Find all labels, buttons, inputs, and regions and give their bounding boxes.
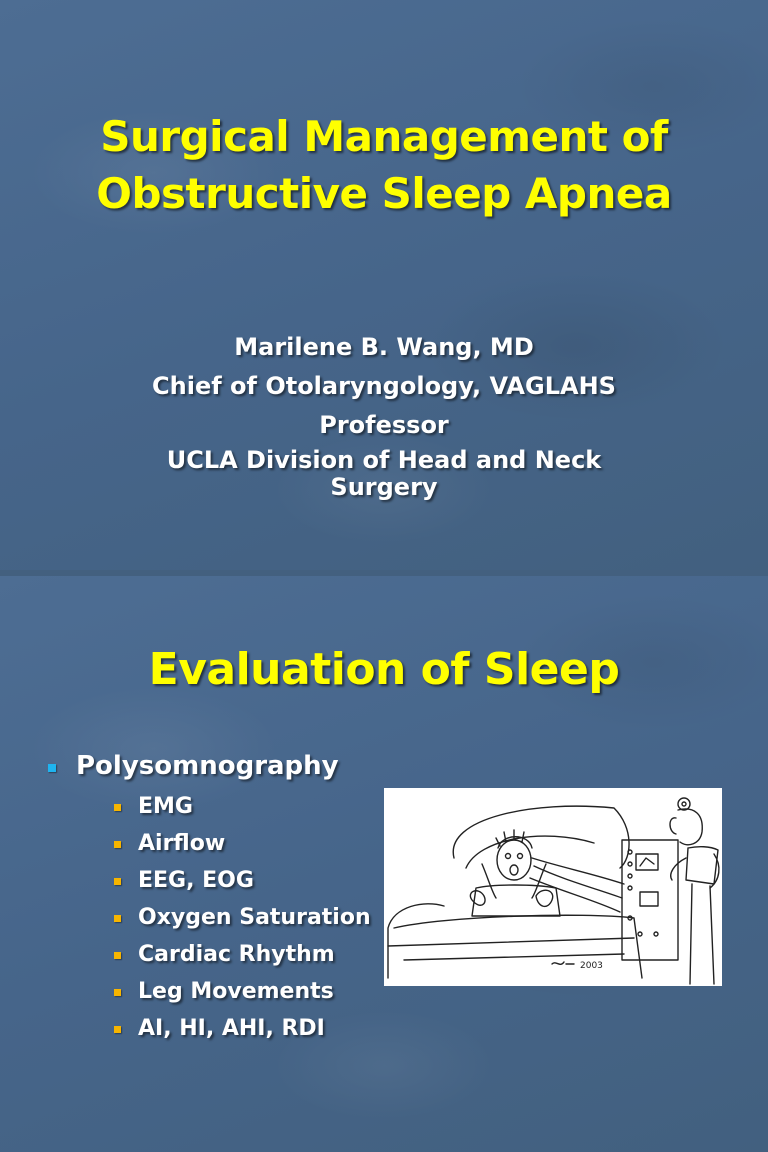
- bullet-label: Polysomnography: [76, 751, 339, 781]
- sub-bullet-square-icon: [114, 841, 121, 848]
- title-line-2: Obstructive Sleep Apnea: [96, 169, 672, 218]
- sub-bullet-item: [76, 862, 371, 899]
- sub-bullet-item: [76, 825, 371, 862]
- bullet-item: [46, 748, 371, 1047]
- slide-1-subtitle: [0, 328, 768, 502]
- sub-bullet-item: [76, 1010, 371, 1047]
- sub-bullet-square-icon: [114, 952, 121, 959]
- bullet-square-icon: [48, 764, 56, 772]
- sub-bullet-item: [76, 973, 371, 1010]
- title-line-1: Surgical Management of: [100, 112, 668, 161]
- author-role-2: Professor: [319, 411, 449, 439]
- sub-bullet-square-icon: [114, 878, 121, 885]
- sub-bullet-item: [76, 899, 371, 936]
- sub-bullet-label: Leg Movements: [138, 979, 334, 1004]
- sub-bullet-label: Airflow: [138, 831, 226, 856]
- bullet-list: [46, 748, 371, 1047]
- sub-bullet-label: Oxygen Saturation: [138, 905, 371, 930]
- sub-bullet-list: [76, 788, 371, 1047]
- sub-bullet-label: EEG, EOG: [138, 868, 254, 893]
- sub-bullet-square-icon: [114, 989, 121, 996]
- sub-bullet-square-icon: [114, 915, 121, 922]
- sub-bullet-label: AI, HI, AHI, RDI: [138, 1016, 325, 1041]
- sub-bullet-label: EMG: [138, 794, 193, 819]
- author-name: Marilene B. Wang, MD: [234, 333, 534, 361]
- sub-bullet-square-icon: [114, 1026, 121, 1033]
- affiliation-line-1: UCLA Division of Head and Neck: [166, 446, 602, 474]
- author-role-1: Chief of Otolaryngology, VAGLAHS: [152, 372, 616, 400]
- slide-2: [0, 576, 768, 1152]
- affiliation-line-2: Surgery: [330, 473, 438, 501]
- slide-2-title: Evaluation of Sleep: [148, 644, 620, 695]
- slide-1-title: [0, 108, 768, 222]
- sub-bullet-label: Cardiac Rhythm: [138, 942, 335, 967]
- sleep-study-cartoon: [384, 788, 722, 986]
- sub-bullet-square-icon: [114, 804, 121, 811]
- cartoon-sleep-study-icon: [384, 788, 722, 986]
- sub-bullet-item: [76, 788, 371, 825]
- svg-text:2003: 2003: [580, 961, 603, 971]
- sub-bullet-item: [76, 936, 371, 973]
